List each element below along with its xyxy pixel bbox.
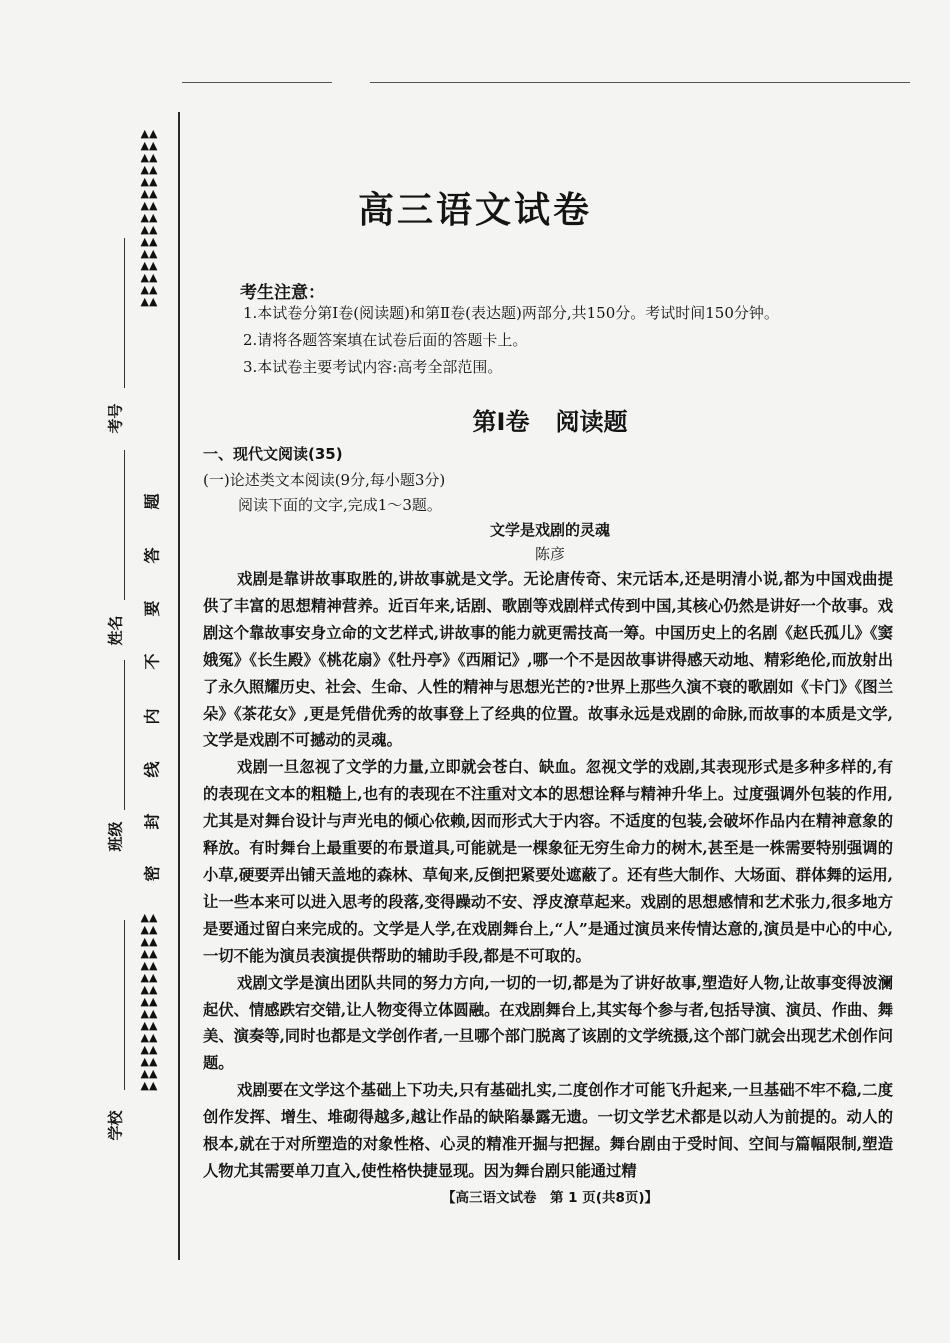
part-name: 阅读题 — [555, 408, 628, 436]
header-rule-left — [182, 82, 332, 83]
article-paragraph: 戏剧要在文学这个基础上下功夫,只有基础扎实,二度创作才可能飞升起来,一旦基础不牢不稳,二度创作发挥、增生、堆砌得越多,越让作品的缺陷暴露无遗。一切文学艺术都是以动人为前提的。动人的根本,就在于对所塑造的对象性格、心灵的精准开掘与把握。舞台剧由于受时间、空间与篇幅限制,塑造人物尤其需要单刀直入,使性格快捷显现。因为舞台剧只能通过精 — [203, 1081, 893, 1180]
triangle-column-bottom: ▲▲▲▲▲▲▲▲▲▲▲▲▲▲▲▲▲▲▲▲▲▲▲▲▲▲▲▲▲▲ — [140, 912, 158, 1092]
notice-item: 1.本试卷分第Ⅰ卷(阅读题)和第Ⅱ卷(表达题)两部分,共150分。考试时间150分钟。 — [243, 304, 779, 322]
article-title: 文学是戏剧的灵魂 — [489, 521, 610, 539]
school-line[interactable] — [124, 920, 125, 1090]
article-paragraph: 戏剧是靠讲故事取胜的,讲故事就是文学。无论唐传奇、宋元话本,还是明清小说,都为中国戏曲提供了丰富的思想精神营养。近百年来,话剧、歌剧等戏剧样式传到中国,其核心仍然是讲好一个故事。戏剧这个靠故事安身立命的文艺样式,讲故事的能力就更需技高一筹。中国历史上的名剧《赵氏孤儿》《窦娥冤》《长生殿》《桃花扇》《牡丹亭》《西厢记》,哪一个不是因故事讲得感天动地、精彩绝伦,而放射出了永久照耀历史、社会、生命、人性的精神与思想光芒的?世界上那些久演不衰的歌剧如《卡门》《图兰朵》《茶花女》,更是凭借优秀的故事登上了经典的位置。故事永远是戏剧的命脉,而故事的本质是文学,文学是戏剧不可撼动的灵魂。 — [203, 570, 893, 750]
section-heading: 一、现代文阅读(35) — [203, 445, 343, 463]
article-body — [203, 566, 893, 1185]
part-title — [0, 402, 950, 437]
part-number: 第Ⅰ卷 — [472, 408, 530, 436]
seal-char: 内 — [142, 708, 162, 725]
notice-item: 3.本试卷主要考试内容:高考全部范围。 — [243, 358, 503, 376]
exam-title: 高三语文试卷 — [357, 190, 592, 231]
class-line[interactable] — [124, 660, 125, 810]
seal-char: 不 — [142, 653, 162, 670]
header-rule-right — [370, 82, 910, 83]
binding-line — [178, 112, 180, 1260]
name-label: 姓名 — [106, 615, 125, 646]
article-paragraph: 戏剧一旦忽视了文学的力量,立即就会苍白、缺血。忽视文学的戏剧,其表现形式是多种多样的,有的表现在文本的粗糙上,也有的表现在不注重对文本的思想诠释与精神升华上。过度强调外包装的作用,尤其是对舞台设计与声光电的倾心依赖,因而形式大于内容。不适度的包装,会破坏作品内在精神意象的释放。有时舞台上最重要的布景道具,可能就是一棵象征无穷生命力的树木,甚至是一株需要特别强调的小草,硬要弄出铺天盖地的森林、草甸来,反倒把紧要处遮蔽了。还有些大制作、大场面、群体舞的运用,让一些本来可以进入思考的段落,变得躁动不安、浮皮潦草起来。戏剧的思想感情和艺术张力,很多地方是要通过留白来完成的。文学是人学,在戏剧舞台上,“人”是通过演员来传情达意的,演员是中心的中心,一切不能为演员表演提供帮助的辅助手段,都是不可取的。 — [203, 758, 893, 965]
exam-number-label: 考号 — [106, 403, 125, 434]
class-label: 班级 — [106, 821, 125, 852]
article-paragraph: 戏剧文学是演出团队共同的努力方向,一切的一切,都是为了讲好故事,塑造好人物,让故事变得波澜起伏、情感跌宕交错,让人物变得立体圆融。在戏剧舞台上,其实每个参与者,包括导演、演员、作曲、舞美、演奏等,同时也都是文学创作者,一旦哪个部门脱离了该剧的文学统摄,这个部门就会出现艺术创作问题。 — [203, 973, 893, 1073]
triangle-column-top: ▲▲▲▲▲▲▲▲▲▲▲▲▲▲▲▲▲▲▲▲▲▲▲▲▲▲▲▲▲▲ — [140, 128, 158, 308]
page-footer: 【高三语文试卷 第 1 页(共8页)】 — [441, 1190, 659, 1206]
article-author: 陈彦 — [534, 545, 565, 563]
notice-heading: 考生注意： — [240, 283, 325, 303]
school-label: 学校 — [106, 1110, 125, 1141]
section-subheading: (一)论述类文本阅读(9分,每小题3分) — [203, 471, 446, 489]
exam-number-line[interactable] — [124, 238, 125, 388]
notice-item: 2.请将各题答案填在试卷后面的答题卡上。 — [243, 331, 528, 349]
seal-char: 密 — [142, 865, 162, 882]
seal-char: 要 — [142, 600, 162, 617]
seal-char: 题 — [142, 493, 162, 510]
seal-char: 线 — [142, 761, 162, 778]
seal-char: 封 — [142, 813, 162, 830]
section-instruction: 阅读下面的文字,完成1～3题。 — [238, 496, 442, 514]
seal-char: 答 — [142, 547, 162, 564]
